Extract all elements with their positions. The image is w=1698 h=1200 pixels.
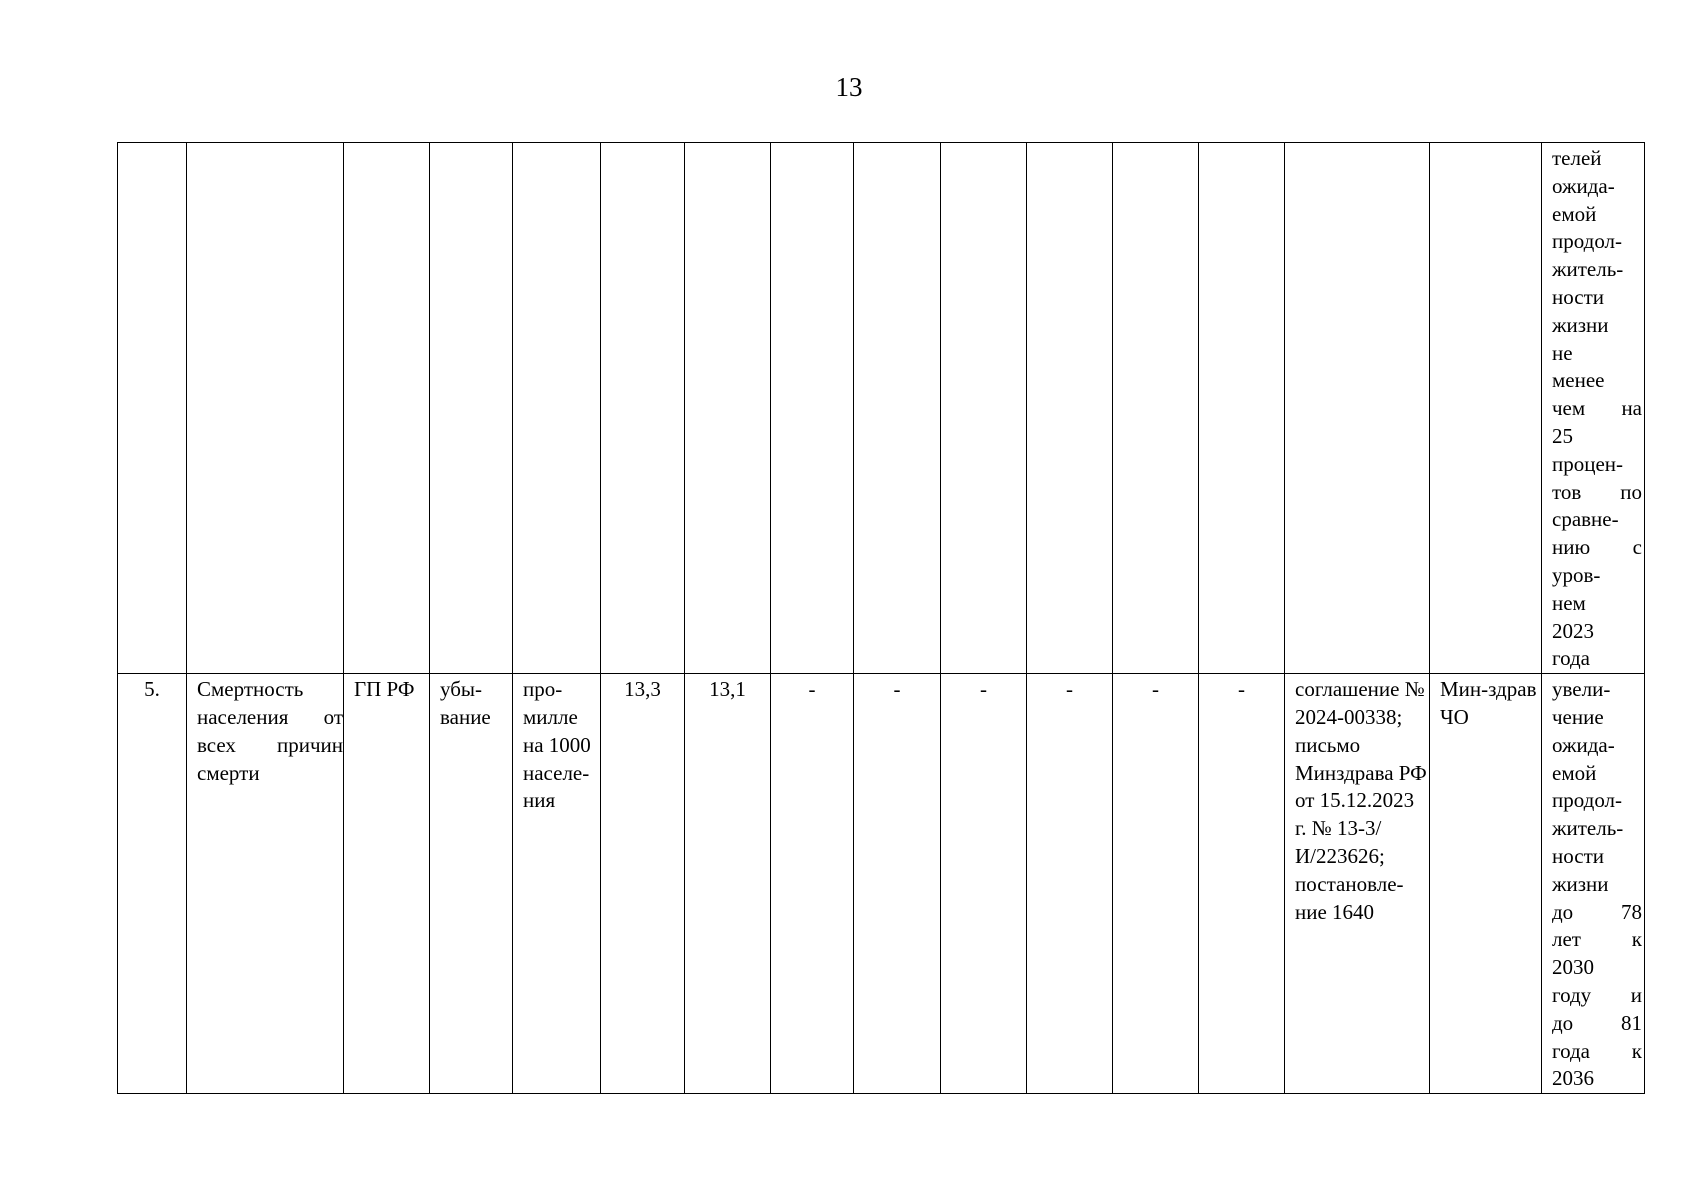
page-number: 13 [835, 72, 863, 102]
text-line: емой [1552, 201, 1597, 226]
cell-responsible: Мин-здрав ЧО [1430, 674, 1542, 1094]
word: 78 [1621, 899, 1642, 924]
text-line: 2023 [1552, 618, 1594, 643]
cell-base-value [601, 143, 685, 674]
cell-num: 5. [118, 674, 187, 1094]
text-line: сравне- [1552, 507, 1619, 532]
indicators-table [117, 142, 1645, 1094]
cell-dash [854, 143, 941, 674]
cell-dash: - [1027, 674, 1113, 1094]
cell-trend [430, 143, 513, 674]
text-line: жизни [1552, 312, 1609, 337]
cell-responsible [1430, 143, 1542, 674]
cell-value: 13,1 [685, 674, 771, 1094]
text-line: увели- [1552, 677, 1611, 702]
cell-dash [771, 143, 854, 674]
text-line: житель- [1552, 257, 1624, 282]
text-line: 25 [1552, 423, 1573, 448]
text-line: продол- [1552, 788, 1623, 813]
table-row [118, 674, 1645, 1094]
cell-dash [1113, 143, 1199, 674]
text-line [1552, 534, 1644, 562]
text-line: ожида- [1552, 732, 1615, 757]
text-line: уров- [1552, 562, 1601, 587]
cell-dash: - [1199, 674, 1285, 1094]
word: к [1631, 927, 1642, 952]
cell-dash [1027, 143, 1113, 674]
word: до [1552, 1010, 1574, 1035]
cell-value [685, 143, 771, 674]
word: до [1552, 899, 1574, 924]
text-line: нем [1552, 590, 1586, 615]
cell-level: ГП РФ [344, 674, 430, 1094]
cell-link [1542, 674, 1645, 1094]
text-line [1552, 926, 1644, 954]
cell-link [1542, 143, 1645, 674]
word: года [1552, 1038, 1590, 1063]
text-line: не [1552, 340, 1573, 365]
text-line: продол- [1552, 229, 1623, 254]
word: тов [1552, 479, 1582, 504]
cell-dash: - [854, 674, 941, 1094]
text-line: процен- [1552, 451, 1624, 476]
word: по [1620, 479, 1642, 504]
text-line [1552, 395, 1644, 423]
cell-basis: соглашение № 2024-00338; письмо Минздрава РФ от 15.12.2023 г. № 13-3/И/223626; постановле-ние 1640 [1285, 674, 1430, 1094]
cell-level [344, 143, 430, 674]
cell-trend: убы-вание [430, 674, 513, 1094]
cell-basis [1285, 143, 1430, 674]
cell-name [187, 143, 344, 674]
word: чем [1552, 396, 1586, 421]
table-row [118, 143, 1645, 674]
text-line: 2036 [1552, 1066, 1594, 1091]
word: году [1552, 982, 1592, 1007]
text-line: ности [1552, 284, 1604, 309]
cell-dash: - [771, 674, 854, 1094]
text-line: года [1552, 646, 1590, 671]
cell-unit: про-милле на 1000 населе-ния [513, 674, 601, 1094]
link-text [1552, 676, 1644, 1093]
word: лет [1552, 927, 1581, 952]
text-line [1552, 1038, 1644, 1066]
word: с [1632, 535, 1642, 560]
cell-dash [941, 143, 1027, 674]
cell-base-value: 13,3 [601, 674, 685, 1094]
text-line [1552, 479, 1644, 507]
text-line: житель- [1552, 816, 1624, 841]
text-line [1552, 899, 1644, 927]
word: нию [1552, 535, 1591, 560]
word: 81 [1621, 1010, 1642, 1035]
text-line: 2030 [1552, 955, 1594, 980]
text-line: ности [1552, 843, 1604, 868]
cell-unit [513, 143, 601, 674]
cell-num [118, 143, 187, 674]
cell-dash: - [941, 674, 1027, 1094]
text-line [1552, 982, 1644, 1010]
text-line: телей [1552, 146, 1602, 170]
text-line [1552, 1010, 1644, 1038]
cell-name: Смертность населения от всех причин смерти [187, 674, 344, 1094]
cell-dash [1199, 143, 1285, 674]
word: к [1631, 1038, 1642, 1063]
text-line: менее [1552, 368, 1605, 393]
link-text [1552, 145, 1644, 673]
text-line: ожида- [1552, 173, 1615, 198]
word: на [1621, 396, 1642, 421]
cell-dash: - [1113, 674, 1199, 1094]
text-line: жизни [1552, 871, 1609, 896]
text-line: чение [1552, 704, 1604, 729]
word: и [1630, 982, 1642, 1007]
text-line: емой [1552, 760, 1597, 785]
